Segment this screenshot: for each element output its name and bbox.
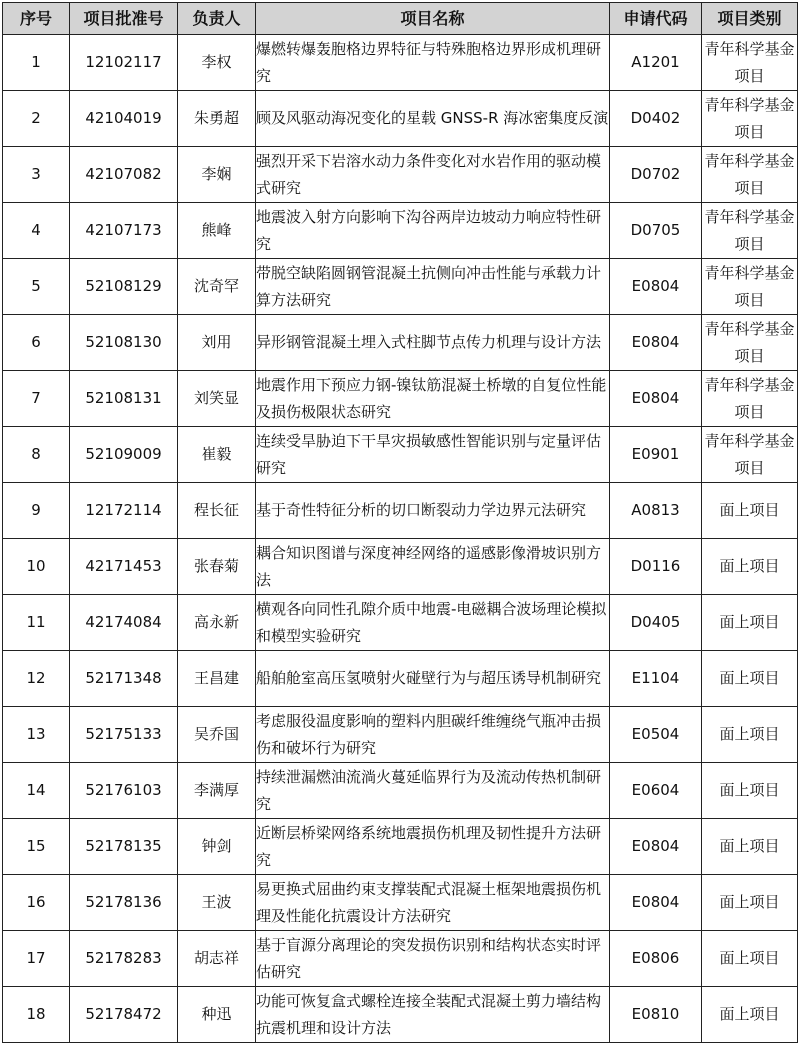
table-row — [3, 819, 798, 875]
cell-category: 面上项目 — [702, 819, 798, 875]
cell-code: E0901 — [610, 427, 702, 483]
cell-project-name: 易更换式屈曲约束支撑装配式混凝土框架地震损伤机理及性能化抗震设计方法研究 — [256, 875, 610, 931]
cell-project-name: 近断层桥梁网络系统地震损伤机理及韧性提升方法研究 — [256, 819, 610, 875]
cell-leader: 王昌建 — [178, 651, 256, 707]
table-row — [3, 259, 798, 315]
cell-code: D0702 — [610, 147, 702, 203]
cell-code: E0804 — [610, 371, 702, 427]
table-row — [3, 483, 798, 539]
cell-approval-no: 52178135 — [70, 819, 178, 875]
cell-seq: 1 — [3, 35, 70, 91]
cell-leader: 李权 — [178, 35, 256, 91]
cell-seq: 13 — [3, 707, 70, 763]
cell-seq: 5 — [3, 259, 70, 315]
cell-leader: 吴乔国 — [178, 707, 256, 763]
cell-leader: 钟剑 — [178, 819, 256, 875]
cell-code: A1201 — [610, 35, 702, 91]
cell-code: D0405 — [610, 595, 702, 651]
cell-seq: 14 — [3, 763, 70, 819]
cell-code: D0705 — [610, 203, 702, 259]
cell-approval-no: 52178136 — [70, 875, 178, 931]
cell-seq: 4 — [3, 203, 70, 259]
cell-seq: 9 — [3, 483, 70, 539]
cell-leader: 胡志祥 — [178, 931, 256, 987]
cell-category: 面上项目 — [702, 931, 798, 987]
cell-approval-no: 52171348 — [70, 651, 178, 707]
cell-project-name: 地震波入射方向影响下沟谷两岸边坡动力响应特性研究 — [256, 203, 610, 259]
cell-approval-no: 42171453 — [70, 539, 178, 595]
cell-seq: 7 — [3, 371, 70, 427]
cell-code: E0806 — [610, 931, 702, 987]
cell-category: 面上项目 — [702, 707, 798, 763]
table-row — [3, 763, 798, 819]
cell-project-name: 异形钢管混凝土埋入式柱脚节点传力机理与设计方法 — [256, 315, 610, 371]
cell-category: 面上项目 — [702, 651, 798, 707]
table-row — [3, 203, 798, 259]
cell-leader: 刘笑显 — [178, 371, 256, 427]
table-row — [3, 35, 798, 91]
cell-approval-no: 42104019 — [70, 91, 178, 147]
header-name: 项目名称 — [256, 3, 610, 35]
table-header — [3, 3, 798, 35]
cell-code: E0604 — [610, 763, 702, 819]
cell-category: 青年科学基金项目 — [702, 315, 798, 371]
cell-category: 面上项目 — [702, 875, 798, 931]
cell-category: 青年科学基金项目 — [702, 147, 798, 203]
header-approval-no: 项目批准号 — [70, 3, 178, 35]
cell-approval-no: 12102117 — [70, 35, 178, 91]
projects-table — [2, 2, 798, 1043]
cell-code: E0810 — [610, 987, 702, 1043]
table-row — [3, 595, 798, 651]
header-category: 项目类别 — [702, 3, 798, 35]
table-row — [3, 427, 798, 483]
table-row — [3, 315, 798, 371]
cell-project-name: 持续泄漏燃油流淌火蔓延临界行为及流动传热机制研究 — [256, 763, 610, 819]
cell-leader: 朱勇超 — [178, 91, 256, 147]
cell-category: 面上项目 — [702, 483, 798, 539]
cell-category: 面上项目 — [702, 595, 798, 651]
cell-leader: 崔毅 — [178, 427, 256, 483]
cell-leader: 沈奇罕 — [178, 259, 256, 315]
cell-seq: 6 — [3, 315, 70, 371]
cell-leader: 种迅 — [178, 987, 256, 1043]
cell-category: 面上项目 — [702, 987, 798, 1043]
cell-project-name: 船舶舱室高压氢喷射火碰壁行为与超压诱导机制研究 — [256, 651, 610, 707]
cell-approval-no: 52175133 — [70, 707, 178, 763]
cell-code: E0804 — [610, 259, 702, 315]
cell-project-name: 功能可恢复盒式螺栓连接全装配式混凝土剪力墙结构抗震机理和设计方法 — [256, 987, 610, 1043]
cell-project-name: 横观各向同性孔隙介质中地震-电磁耦合波场理论模拟和模型实验研究 — [256, 595, 610, 651]
cell-category: 面上项目 — [702, 763, 798, 819]
cell-code: D0116 — [610, 539, 702, 595]
cell-project-name: 耦合知识图谱与深度神经网络的遥感影像滑坡识别方法 — [256, 539, 610, 595]
cell-code: A0813 — [610, 483, 702, 539]
cell-category: 青年科学基金项目 — [702, 203, 798, 259]
cell-project-name: 爆燃转爆轰胞格边界特征与特殊胞格边界形成机理研究 — [256, 35, 610, 91]
cell-seq: 3 — [3, 147, 70, 203]
cell-seq: 18 — [3, 987, 70, 1043]
cell-code: D0402 — [610, 91, 702, 147]
cell-seq: 2 — [3, 91, 70, 147]
table-body — [3, 35, 798, 1043]
cell-code: E0804 — [610, 315, 702, 371]
cell-leader: 高永新 — [178, 595, 256, 651]
cell-project-name: 连续受旱胁迫下干旱灾损敏感性智能识别与定量评估研究 — [256, 427, 610, 483]
cell-approval-no: 12172114 — [70, 483, 178, 539]
table-row — [3, 875, 798, 931]
cell-approval-no: 52108129 — [70, 259, 178, 315]
table-row — [3, 91, 798, 147]
table-row — [3, 539, 798, 595]
cell-seq: 17 — [3, 931, 70, 987]
cell-approval-no: 52109009 — [70, 427, 178, 483]
cell-leader: 刘用 — [178, 315, 256, 371]
cell-project-name: 顾及风驱动海况变化的星载 GNSS-R 海冰密集度反演 — [256, 91, 610, 147]
cell-approval-no: 52108130 — [70, 315, 178, 371]
table-row — [3, 931, 798, 987]
cell-project-name: 考虑服役温度影响的塑料内胆碳纤维缠绕气瓶冲击损伤和破坏行为研究 — [256, 707, 610, 763]
cell-seq: 15 — [3, 819, 70, 875]
header-row — [3, 3, 798, 35]
cell-project-name: 强烈开采下岩溶水动力条件变化对水岩作用的驱动模式研究 — [256, 147, 610, 203]
cell-leader: 王波 — [178, 875, 256, 931]
cell-project-name: 基于奇性特征分析的切口断裂动力学边界元法研究 — [256, 483, 610, 539]
table-row — [3, 707, 798, 763]
header-code: 申请代码 — [610, 3, 702, 35]
cell-approval-no: 42174084 — [70, 595, 178, 651]
cell-approval-no: 52108131 — [70, 371, 178, 427]
table-row — [3, 371, 798, 427]
header-seq: 序号 — [3, 3, 70, 35]
cell-leader: 张春菊 — [178, 539, 256, 595]
cell-leader: 李娴 — [178, 147, 256, 203]
cell-category: 面上项目 — [702, 539, 798, 595]
cell-category: 青年科学基金项目 — [702, 259, 798, 315]
cell-approval-no: 52176103 — [70, 763, 178, 819]
cell-seq: 16 — [3, 875, 70, 931]
cell-code: E0804 — [610, 875, 702, 931]
cell-project-name: 基于盲源分离理论的突发损伤识别和结构状态实时评估研究 — [256, 931, 610, 987]
cell-approval-no: 42107082 — [70, 147, 178, 203]
cell-seq: 10 — [3, 539, 70, 595]
cell-code: E0504 — [610, 707, 702, 763]
table-row — [3, 987, 798, 1043]
cell-category: 青年科学基金项目 — [702, 35, 798, 91]
cell-seq: 11 — [3, 595, 70, 651]
cell-seq: 12 — [3, 651, 70, 707]
cell-project-name: 带脱空缺陷圆钢管混凝土抗侧向冲击性能与承载力计算方法研究 — [256, 259, 610, 315]
header-leader: 负责人 — [178, 3, 256, 35]
cell-approval-no: 52178283 — [70, 931, 178, 987]
table-row — [3, 147, 798, 203]
cell-leader: 李满厚 — [178, 763, 256, 819]
cell-seq: 8 — [3, 427, 70, 483]
cell-approval-no: 52178472 — [70, 987, 178, 1043]
cell-category: 青年科学基金项目 — [702, 91, 798, 147]
cell-code: E0804 — [610, 819, 702, 875]
cell-project-name: 地震作用下预应力钢-镍钛筋混凝土桥墩的自复位性能及损伤极限状态研究 — [256, 371, 610, 427]
cell-approval-no: 42107173 — [70, 203, 178, 259]
table-row — [3, 651, 798, 707]
cell-leader: 熊峰 — [178, 203, 256, 259]
cell-leader: 程长征 — [178, 483, 256, 539]
cell-category: 青年科学基金项目 — [702, 371, 798, 427]
cell-code: E1104 — [610, 651, 702, 707]
cell-category: 青年科学基金项目 — [702, 427, 798, 483]
